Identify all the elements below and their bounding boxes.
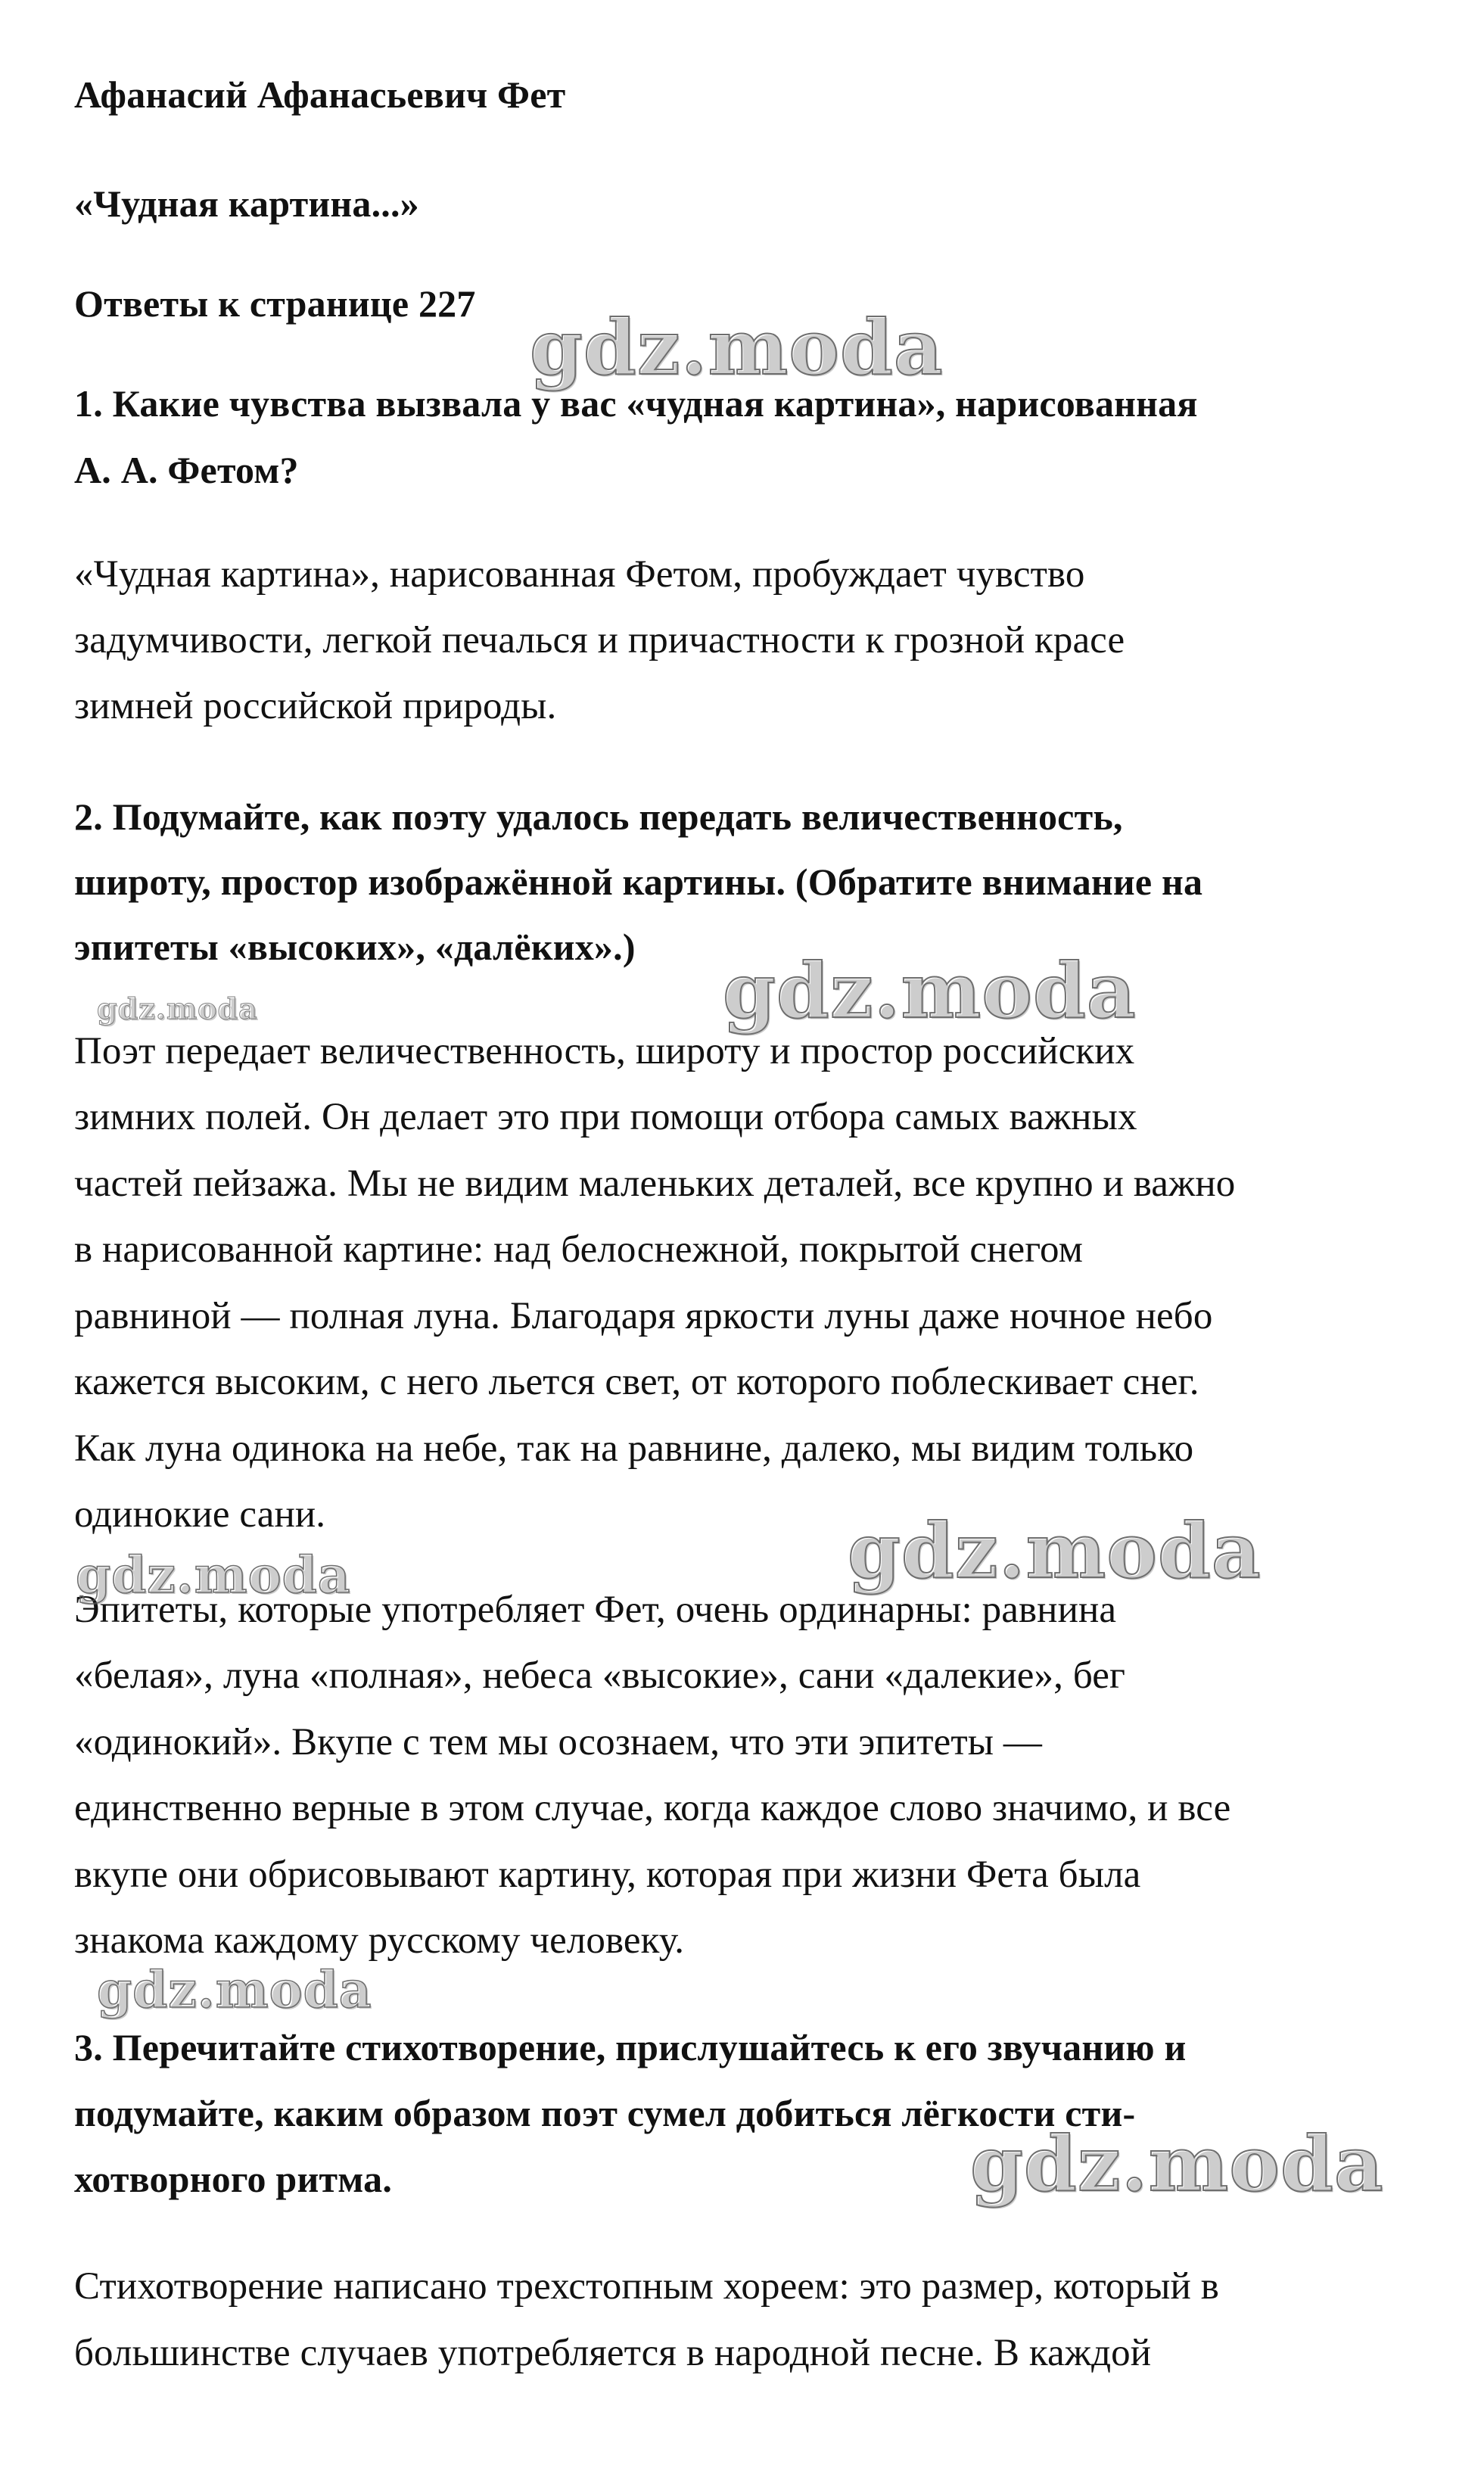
watermark-text: gdz.moda (97, 991, 258, 1026)
answer-1-line-3: зимней российской природы. (74, 685, 557, 727)
question-3-line-3: хотворного ритма. (74, 2158, 393, 2200)
poem-title: «Чудная картина...» (74, 182, 419, 225)
question-2-line-2: широту, простор изображённой картины. (Обратите внимание на (74, 861, 1203, 903)
answer-2-p1-line-5: равниной — полная луна. Благодаря яркости луны даже ночное небо (74, 1295, 1213, 1337)
answer-2-p2-line-4: единственно верные в этом случае, когда каждое слово значимо, и все (74, 1787, 1231, 1829)
answer-2-p2-line-5: вкупе они обрисовывают картину, которая при жизни Фета была (74, 1854, 1141, 1896)
answer-3-line-2: большинстве случаев употребляется в народной песне. В каждой (74, 2332, 1152, 2374)
answer-2-p2-line-3: «одинокий». Вкупе с тем мы осознаем, что эти эпитеты — (74, 1721, 1043, 1763)
watermark-text: gdz.moda (848, 1506, 1262, 1595)
question-3-line-2: подумайте, каким образом поэт сумел добиться лёгкости сти- (74, 2092, 1136, 2134)
watermark-text: gdz.moda (723, 946, 1137, 1035)
question-2-line-3: эпитеты «высоких», «далёких».) (74, 926, 636, 968)
answer-1-line-2: задумчивости, легкой печалься и причастности к грозной красе (74, 619, 1125, 661)
answer-2-p1-line-4: в нарисованной картине: над белоснежной, покрытой снегом (74, 1228, 1084, 1271)
question-1-line-2: А. А. Фетом? (74, 449, 299, 491)
answer-2-p1-line-1: Поэт передает величественность, широту и простор российских (74, 1030, 1135, 1072)
question-1-line-1: 1. Какие чувства вызвала у вас «чудная картина», нарисованная (74, 382, 1198, 425)
answer-2-p1-line-7: Как луна одинока на небе, так на равнине, далеко, мы видим только (74, 1427, 1194, 1470)
page-reference: Ответы к странице 227 (74, 282, 476, 325)
answer-2-p2-line-2: «белая», луна «полная», небеса «высокие», сани «далекие», бег (74, 1654, 1125, 1697)
author-name: Афанасий Афанасьевич Фет (74, 73, 566, 116)
answer-2-p1-line-8: одинокие сани. (74, 1493, 326, 1536)
answer-3-line-1: Стихотворение написано трехстопным хореем: это размер, который в (74, 2265, 1219, 2308)
answer-2-p1-line-2: зимних полей. Он делает это при помощи отбора самых важных (74, 1096, 1137, 1138)
watermark-text: gdz.moda (76, 1545, 351, 1605)
answer-1-line-1: «Чудная картина», нарисованная Фетом, пробуждает чувство (74, 553, 1085, 596)
watermark-text: gdz.moda (97, 1960, 372, 2019)
answer-2-p2-line-1: Эпитеты, которые употребляет Фет, очень ординарны: равнина (74, 1589, 1117, 1631)
watermark-text: gdz.moda (530, 303, 944, 392)
question-3-line-1: 3. Перечитайте стихотворение, прислушайтесь к его звучанию и (74, 2026, 1187, 2068)
watermark-text: gdz.moda (970, 2119, 1384, 2208)
question-2-line-1: 2. Подумайте, как поэту удалось передать величественность, (74, 795, 1123, 838)
answer-2-p1-line-6: кажется высоким, с него льется свет, от которого поблескивает снег. (74, 1361, 1199, 1403)
answer-2-p1-line-3: частей пейзажа. Мы не видим маленьких деталей, все крупно и важно (74, 1163, 1236, 1205)
answer-2-p2-line-6: знакома каждому русскому человеку. (74, 1919, 685, 1962)
